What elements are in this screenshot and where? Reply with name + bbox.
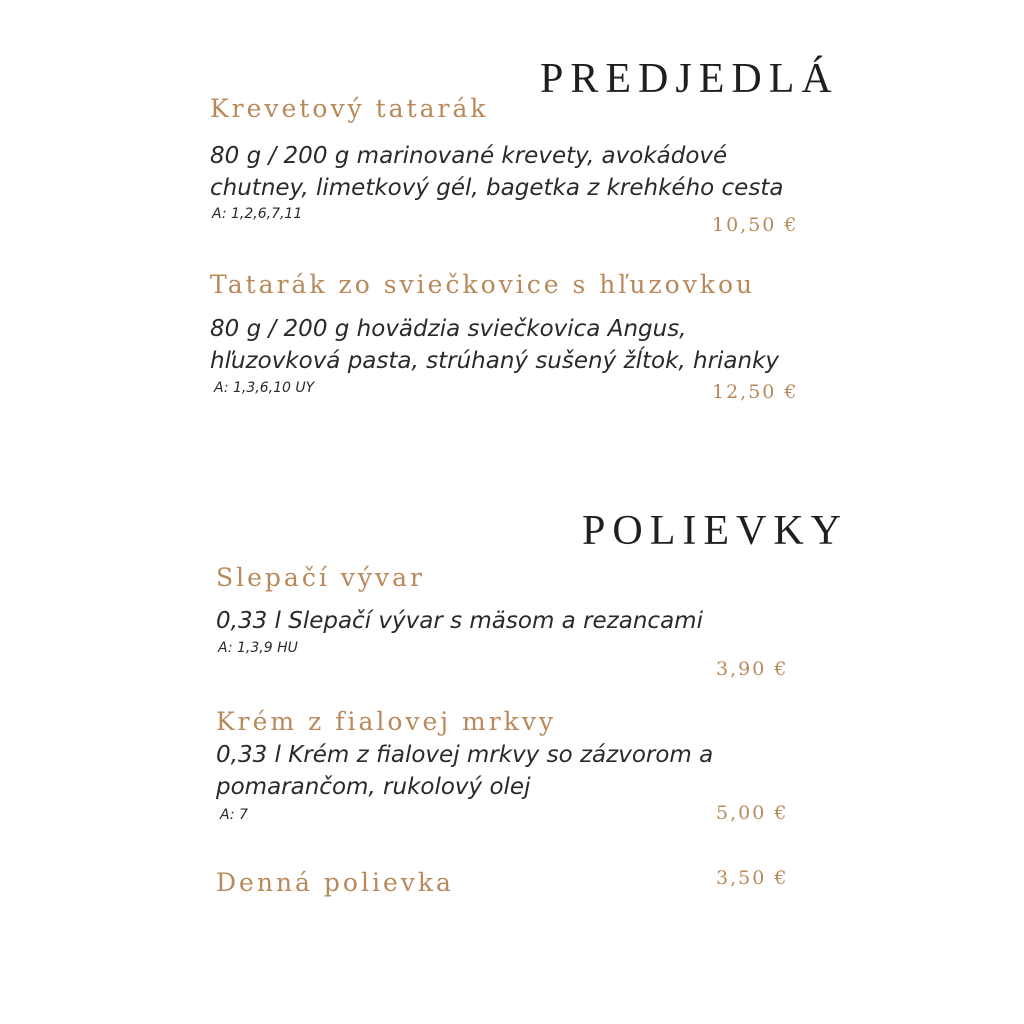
menu-item-name: Krevetový tatarák — [210, 94, 489, 123]
menu-item-price: 3,90 € — [716, 658, 789, 680]
menu-item-name: Krém z fialovej mrkvy — [216, 707, 557, 736]
menu-item-price: 12,50 € — [712, 381, 799, 403]
menu-item-price: 5,00 € — [716, 802, 789, 824]
menu-item-description-line: chutney, limetkový gél, bagetka z krehkého cesta — [210, 175, 784, 201]
menu-item-description-line: hľuzovková pasta, strúhaný sušený žĺtok, hrianky — [210, 348, 780, 374]
menu-item-description — [216, 605, 703, 637]
menu-item-description-line: 0,33 l Krém z fialovej mrkvy so zázvorom a — [216, 742, 714, 768]
menu-item-name: Slepačí vývar — [216, 563, 425, 592]
menu-item-description-line: 80 g / 200 g marinované krevety, avokádové — [210, 143, 728, 169]
menu-item-name: Tatarák zo sviečkovice s hľuzovkou — [210, 270, 756, 299]
menu-item-name: Denná polievka — [216, 868, 454, 897]
menu-item-description — [210, 140, 783, 204]
menu-item-description-line: pomarančom, rukolový olej — [216, 774, 531, 800]
menu-item-allergens: A: 7 — [220, 807, 248, 823]
menu-item-allergens: A: 1,3,6,10 UY — [214, 380, 315, 396]
menu-item-description-line: 0,33 l Slepačí vývar s mäsom a rezancami — [216, 608, 703, 634]
menu-item-allergens: A: 1,3,9 HU — [218, 640, 298, 656]
menu-item-description — [216, 739, 713, 803]
section-heading-soups: POLIEVKY — [582, 508, 848, 554]
menu-item-description — [210, 313, 779, 377]
section-heading-starters: PREDJEDLÁ — [540, 56, 839, 102]
menu-item-price: 10,50 € — [712, 214, 799, 236]
menu-item-allergens: A: 1,2,6,7,11 — [212, 206, 303, 222]
menu-item-price: 3,50 € — [716, 867, 789, 889]
menu-item-description-line: 80 g / 200 g hovädzia sviečkovica Angus, — [210, 316, 687, 342]
